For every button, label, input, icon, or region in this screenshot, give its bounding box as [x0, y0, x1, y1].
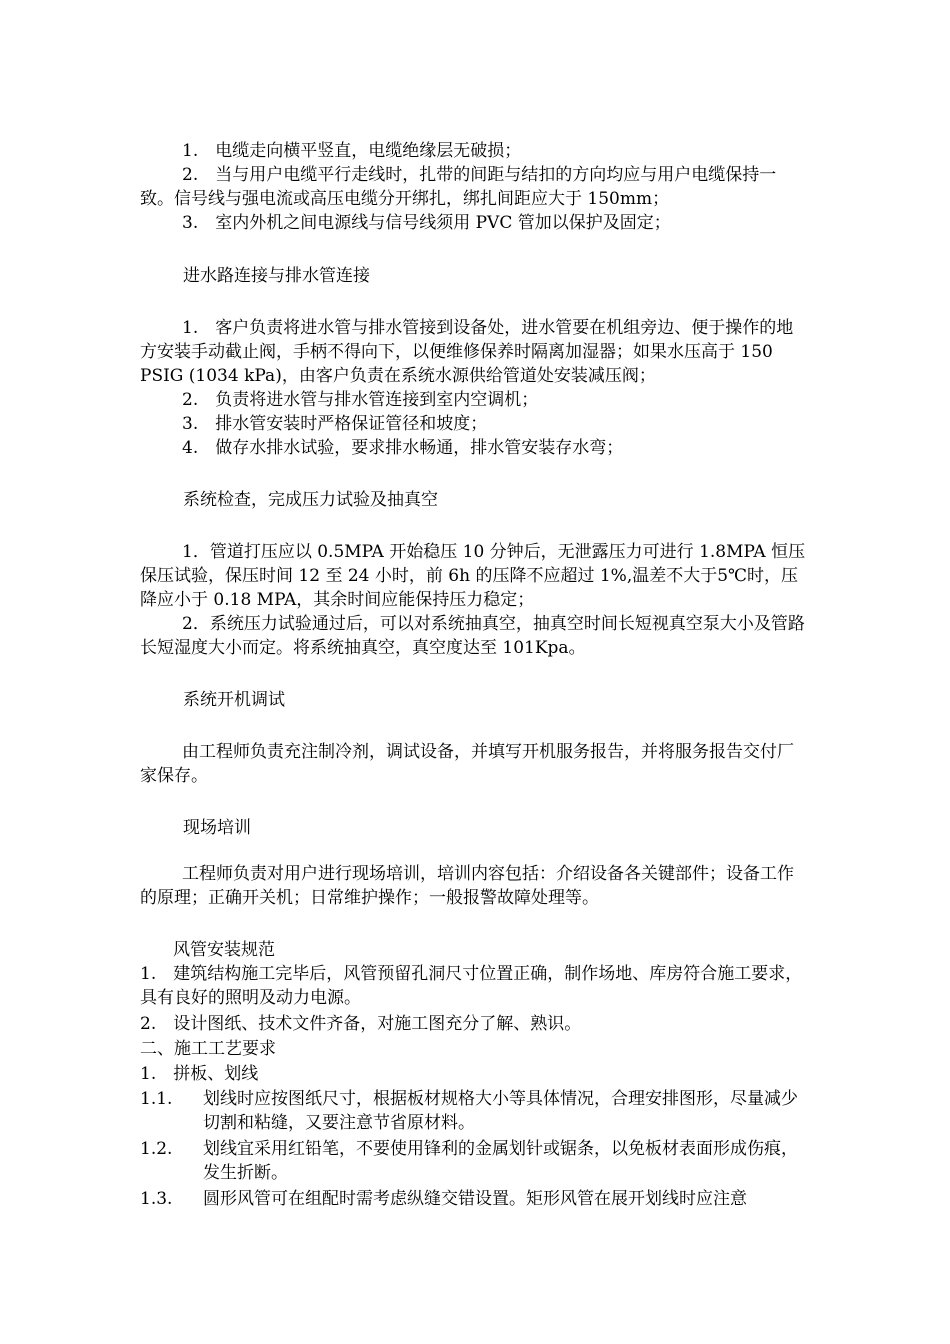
- water-heading: 进水路连接与排水管连接: [183, 266, 370, 286]
- water-item-1: 1. 客户负责将进水管与排水管接到设备处，进水管要在机组旁边、便于操作的地方安装手动截止阀，手柄不得向下，以便维修保养时隔离加湿器；如果水压高于 150 PSIG (1034 kPa)，由客户负责在系统水源供给管道处安装减压阀；: [140, 318, 794, 386]
- craft-sub-1-1-number: 1.1.: [140, 1089, 173, 1109]
- craft-sub-1-3: 圆形风管可在组配时需考虑纵缝交错设置。矩形风管在展开划线时应注意: [203, 1189, 747, 1209]
- craft-sub-1: 1. 拼板、划线: [140, 1064, 259, 1084]
- training-body: 工程师负责对用户进行现场培训，培训内容包括：介绍设备各关键部件；设备工作的原理；正确开关机；日常维护操作；一般报警故障处理等。: [140, 864, 794, 908]
- cable-item-1: 1. 电缆走向横平竖直，电缆绝缘层无破损；: [182, 141, 522, 161]
- craft-sub-1-2-number: 1.2.: [140, 1139, 173, 1159]
- startup-body: 由工程师负责充注制冷剂，调试设备，并填写开机服务报告，并将服务报告交付厂家保存。: [140, 742, 794, 786]
- water-item-2: 2. 负责将进水管与排水管连接到室内空调机；: [182, 390, 539, 410]
- pressure-item-1: 1．管道打压应以 0.5MPA 开始稳压 10 分钟后，无泄露压力可进行 1.8MPA 恒压保压试验，保压时间 12 至 24 小时，前 6h 的压降不应超过 1%,温差不大于5℃时，压降应小于 0.18 MPA，其余时间应能保持压力稳定；: [140, 542, 806, 610]
- water-item-4: 4. 做存水排水试验，要求排水畅通，排水管安装存水弯；: [182, 438, 624, 458]
- startup-heading: 系统开机调试: [183, 690, 285, 710]
- craft-sub-1-1: 划线时应按图纸尺寸，根据板材规格大小等具体情况，合理安排图形，尽量减少切割和粘缝，又要注意节省原材料。: [203, 1089, 798, 1133]
- craft-sub-1-2: 划线宜采用红铅笔，不要使用锋利的金属划针或锯条，以免板材表面形成伤痕，发生折断。: [203, 1139, 798, 1183]
- duct-item-1: 1. 建筑结构施工完毕后，风管预留孔洞尺寸位置正确，制作场地、库房符合施工要求，具有良好的照明及动力电源。: [140, 964, 803, 1008]
- training-heading: 现场培训: [183, 818, 251, 838]
- pressure-heading: 系统检查，完成压力试验及抽真空: [183, 490, 438, 510]
- water-item-3: 3. 排水管安装时严格保证管径和坡度；: [182, 414, 488, 434]
- craft-sub-1-3-number: 1.3.: [140, 1189, 173, 1209]
- pressure-item-2: 2．系统压力试验通过后，可以对系统抽真空，抽真空时间长短视真空泵大小及管路长短湿度大小而定。将系统抽真空，真空度达至 101Kpa。: [140, 614, 805, 658]
- duct-heading: 风管安装规范: [173, 940, 275, 960]
- cable-item-3: 3. 室内外机之间电源线与信号线须用 PVC 管加以保护及固定；: [182, 213, 671, 233]
- duct-item-2: 2. 设计图纸、技术文件齐备，对施工图充分了解、熟识。: [140, 1014, 582, 1034]
- craft-heading: 二、施工工艺要求: [140, 1039, 276, 1059]
- cable-item-2: 2. 当与用户电缆平行走线时，扎带的间距与结扣的方向均应与用户电缆保持一致。信号线与强电流或高压电缆分开绑扎，绑扎间距应大于 150mm；: [140, 165, 777, 209]
